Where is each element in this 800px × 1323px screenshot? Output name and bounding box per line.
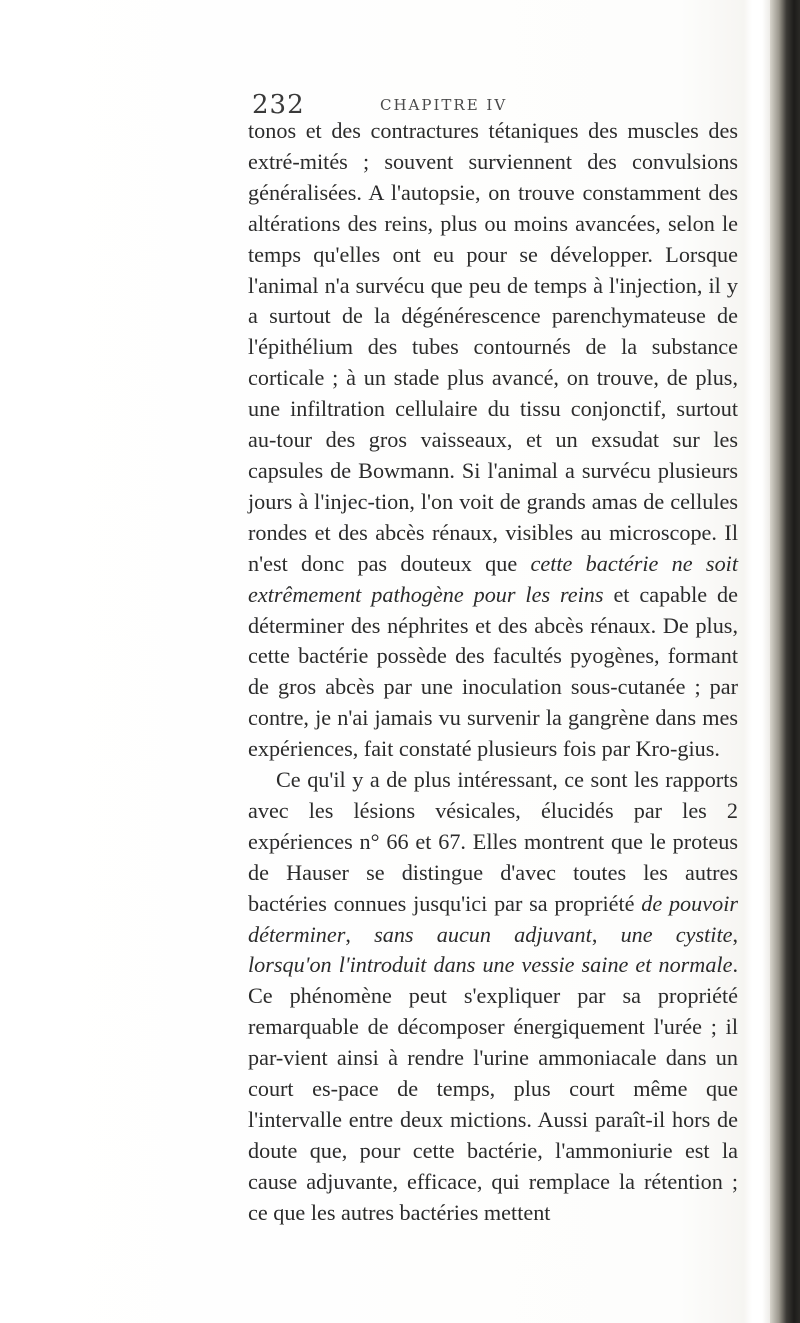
page-number: 232 [252, 90, 305, 120]
text-run: . Ce phénomène peut s'expliquer par sa propriété remarquable de décomposer énergiquement l'urée ; il par-vient ainsi à rendre l'urine ammoniacale dans un court es-pace de temps, plus court même que l'intervalle entre deux mictions. Aussi paraît-il hors de doute que, pour cette bactérie, l'ammoniurie est la cause adjuvante, efficace, qui remplace la rétention ; ce que les autres bactéries mettent [248, 952, 738, 1225]
italic-text-run: sans aucun adjuvant [374, 921, 592, 947]
book-binding-edge [770, 0, 800, 1323]
italic-text-run: cette bactérie ne soit extrêmement pathogène pour les reins [248, 550, 738, 607]
paragraph-2 [248, 765, 738, 1229]
italic-text-run: une cystite [620, 921, 733, 947]
text-run: , [732, 921, 739, 947]
paragraph-1 [248, 116, 738, 765]
italic-text-run: déterminer [248, 921, 346, 947]
running-head: CHAPITRE IV [380, 96, 508, 114]
text-run: , [591, 921, 621, 947]
text-run: , [345, 921, 375, 947]
text-run: et capable de déterminer des néphrites et des abcès rénaux. De plus, cette bactérie possède des facultés pyogènes, formant de gros abcès par une inoculation sous-cutanée ; par contre, je n'ai jamais vu survenir la gangrène dans mes expériences, fait constaté plusieurs fois par Kro-gius. [248, 581, 738, 762]
text-run: Ce qu'il y a de plus intéressant, ce sont les rapports avec les lésions vésicales, élucidés par les 2 expériences n° 66 et 67. Elles montrent que le proteus de Hauser se distingue d'avec toutes les autres bactéries connues jusqu'ici par sa propriété [248, 767, 738, 916]
italic-text-run: lorsqu'on l'introduit dans une vessie saine et normale [248, 952, 733, 978]
text-run: tonos et des contractures tétaniques des muscles des extré-mités ; souvent surviennent des convulsions généralisées. A l'autopsie, on trouve constamment des altérations des reins, plus ou moins avancées, selon le temps qu'elles ont eu pour se développer. Lorsque l'animal n'a survécu que peu de temps à l'injection, il y a surtout de la dégénérescence parenchymateuse de l'épithélium des tubes contournés de la substance corticale ; à un stade plus avancé, on trouve, de plus, une infiltration cellulaire du tissu conjonctif, surtout au-tour des gros vaisseaux, et un exsudat sur les capsules de Bowmann. Si l'animal a survécu plusieurs jours à l'injec-tion, l'on voit de grands amas de cellules rondes et des abcès rénaux, visibles au microscope. Il n'est donc pas douteux que [248, 118, 738, 576]
body-text [248, 116, 738, 1229]
italic-text-run: de pouvoir [641, 890, 738, 916]
